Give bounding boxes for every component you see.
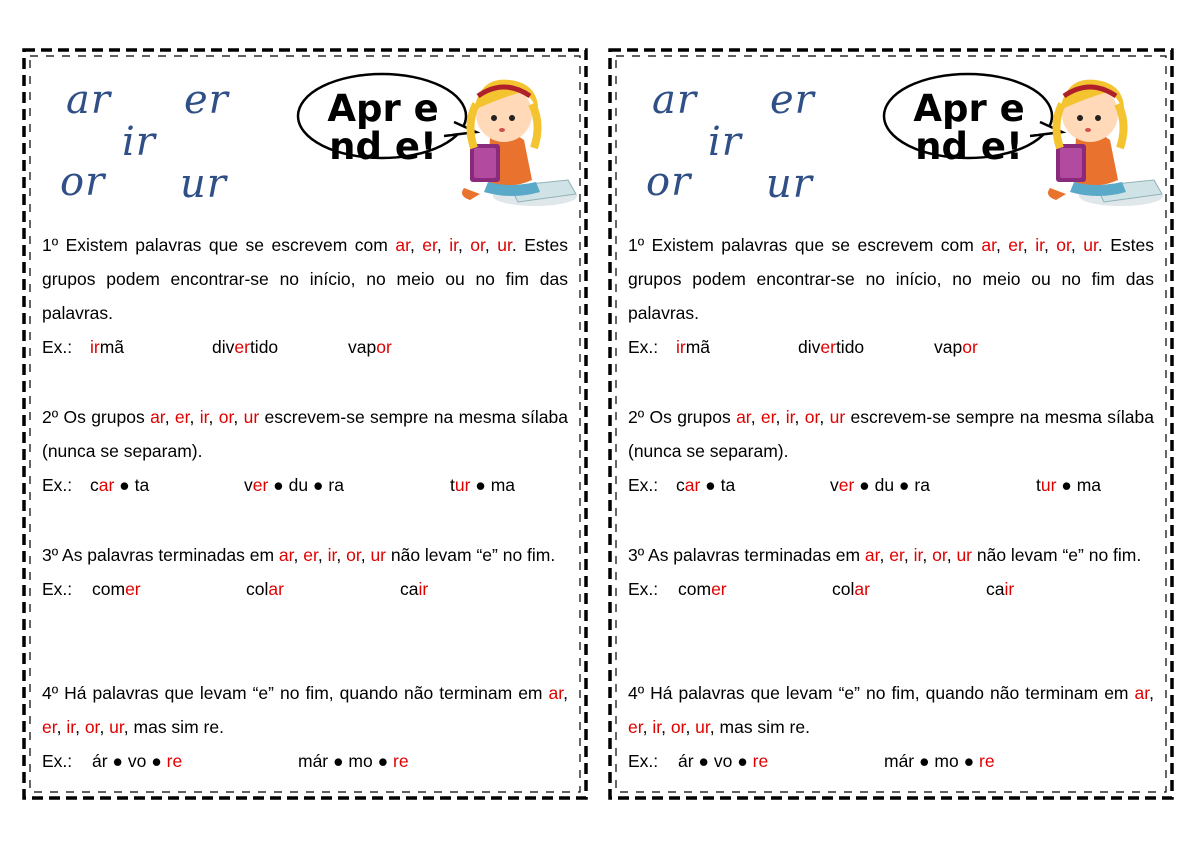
rule-4: 4º Há palavras que levam “e” no fim, quando não terminam em ar, er, ir, or, ur, mas sim re.: [42, 683, 568, 737]
rule-2-examples: Ex.: car ● ta ver ● du ● ra tur ● ma: [628, 475, 1102, 495]
cursive-or: or: [60, 159, 106, 205]
rule-3: 3º As palavras terminadas em ar, er, ir, or, ur não levam “e” no fim.: [42, 545, 556, 565]
rule-2: 2º Os grupos ar, er, ir, or, ur escrevem-se sempre na mesma sílaba (nunca se separam).: [42, 407, 568, 461]
rule-1: 1º Existem palavras que se escrevem com ar, er, ir, or, ur. Estes grupos podem encontrar-se no início, no meio ou no fim das palavras.: [628, 235, 1154, 323]
bubble-text: Apr end e!: [327, 87, 439, 168]
rule-3: 3º As palavras terminadas em ar, er, ir, or, ur não levam “e” no fim.: [628, 545, 1142, 565]
rule-1-examples: Ex.: irmã divertido vapor: [42, 337, 392, 357]
bubble-text: Apr end e!: [913, 87, 1025, 168]
worksheet-card-left: [22, 48, 588, 800]
rule-3-examples: Ex.: comer colar cair: [42, 579, 429, 599]
rule-2: 2º Os grupos ar, er, ir, or, ur escrevem-se sempre na mesma sílaba (nunca se separam).: [628, 407, 1154, 461]
cursive-ir: ir: [708, 119, 742, 165]
cursive-ar: ar: [652, 77, 697, 123]
rule-4-examples: Ex.: ár ● vo ● re már ● mo ● re: [628, 751, 995, 771]
rule-1-examples: Ex.: irmã divertido vapor: [628, 337, 978, 357]
cursive-ur: ur: [766, 161, 813, 207]
rule-3-examples: Ex.: comer colar cair: [628, 579, 1015, 599]
reading-girl-icon: [440, 74, 580, 214]
cursive-er: er: [184, 77, 229, 123]
rule-1: 1º Existem palavras que se escrevem com ar, er, ir, or, ur. Estes grupos podem encontrar-se no início, no meio ou no fim das palavras.: [42, 235, 568, 323]
reading-girl-icon: [1026, 74, 1166, 214]
cursive-er: er: [770, 77, 815, 123]
worksheet-card-right: [608, 48, 1174, 800]
cursive-ur: ur: [180, 161, 227, 207]
rule-2-examples: Ex.: car ● ta ver ● du ● ra tur ● ma: [42, 475, 516, 495]
cursive-ir: ir: [122, 119, 156, 165]
rule-4: 4º Há palavras que levam “e” no fim, quando não terminam em ar, er, ir, or, ur, mas sim re.: [628, 683, 1154, 737]
cursive-or: or: [646, 159, 692, 205]
rule-4-examples: Ex.: ár ● vo ● re már ● mo ● re: [42, 751, 409, 771]
cursive-ar: ar: [66, 77, 111, 123]
